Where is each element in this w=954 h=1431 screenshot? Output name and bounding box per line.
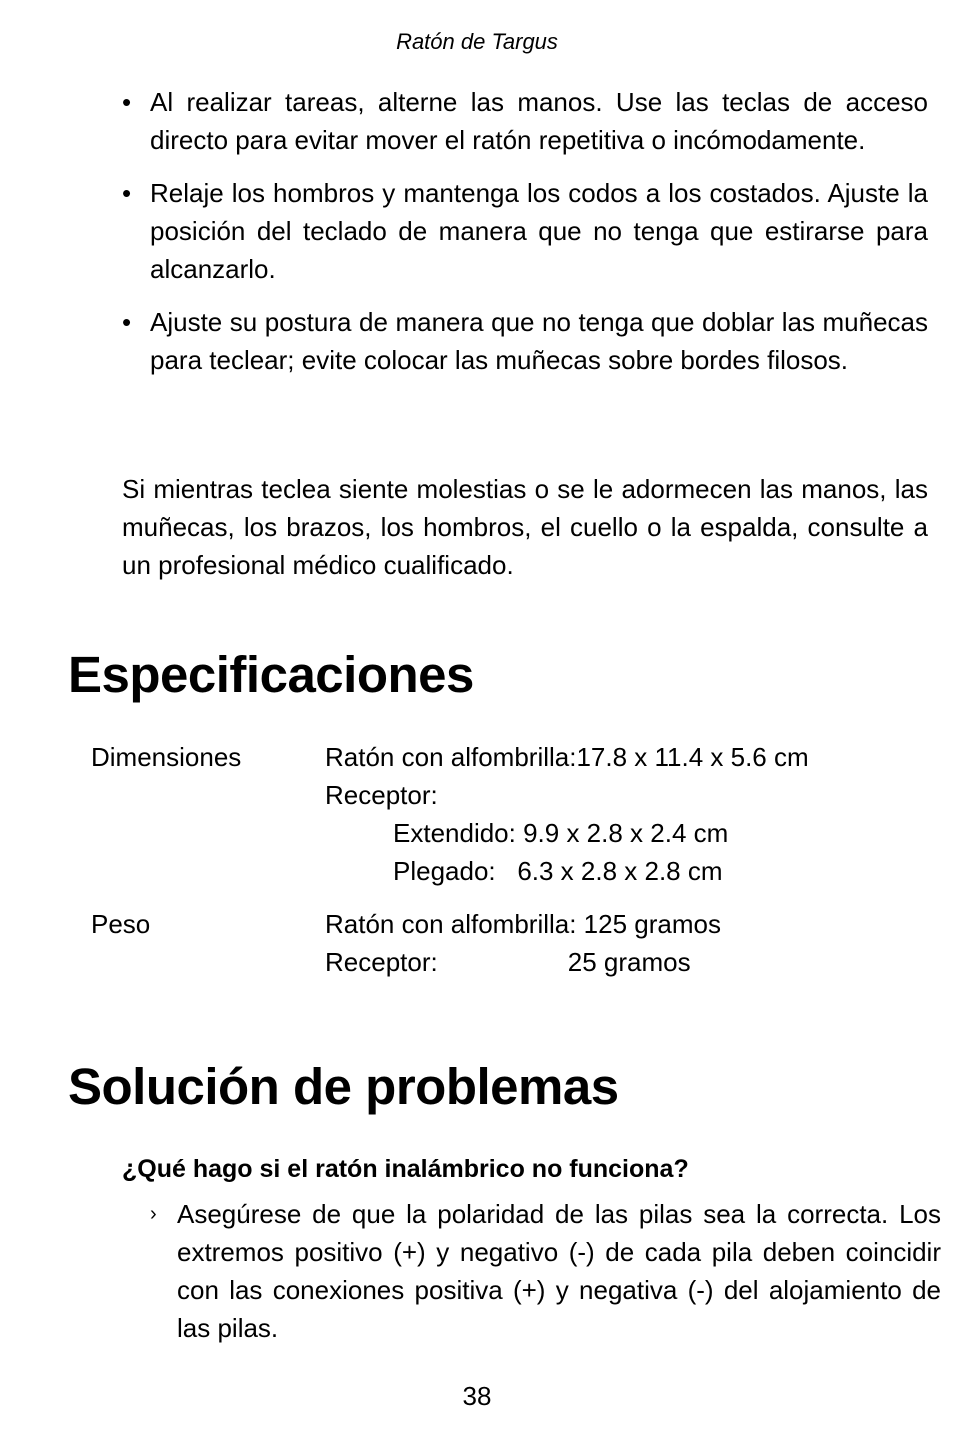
faq-answer-text: Asegúrese de que la polaridad de las pilas sea la correcta. Los extremos positivo (+) y negativo (-) de cada pila deben coincidir con las conexiones positiva (+) y negativa (-) del alojamiento de las pilas. <box>177 1199 941 1343</box>
spec-row-dimensions <box>91 738 809 890</box>
spec-value-line: Ratón con alfombrilla: 125 gramos <box>325 909 721 939</box>
spec-value-line: Ratón con alfombrilla:17.8 x 11.4 x 5.6 cm <box>325 742 809 772</box>
spec-value-line: Extendido: 9.9 x 2.8 x 2.4 cm <box>393 818 729 848</box>
spec-value-line: Plegado: 6.3 x 2.8 x 2.8 cm <box>393 856 723 886</box>
bullet-icon: • <box>122 307 132 337</box>
spec-values <box>325 738 809 890</box>
bullet-text: Al realizar tareas, alterne las manos. Use las teclas de acceso directo para evitar mover el ratón repetitiva o incómodamente. <box>150 87 928 155</box>
spec-label: Peso <box>91 909 151 939</box>
faq-question: ¿Qué hago si el ratón inalámbrico no funciona? <box>122 1155 689 1183</box>
ergonomics-closing-paragraph: Si mientras teclea siente molestias o se le adormecen las manos, las muñecas, los brazos, los hombros, el cuello o la espalda, consulte a un profesional médico cualificado. <box>122 474 928 580</box>
spec-value-line: Receptor: <box>325 780 438 810</box>
list-item <box>122 303 928 379</box>
bullet-icon: • <box>122 178 132 208</box>
spec-row-weight <box>91 905 809 981</box>
chevron-right-icon: › <box>150 1203 157 1225</box>
bullet-text: Relaje los hombros y mantenga los codos a los costados. Ajuste la posición del teclado de manera que no tenga que estirarse para alcanzarlo. <box>150 178 928 284</box>
faq-answer <box>150 1195 941 1347</box>
page-number: 38 <box>462 1381 492 1411</box>
running-header: Ratón de Targus <box>396 29 558 54</box>
specifications-heading: Especificaciones <box>68 646 474 703</box>
bullet-icon: • <box>122 87 132 117</box>
list-item <box>122 174 928 288</box>
specifications-table <box>91 738 809 996</box>
bullet-text: Ajuste su postura de manera que no tenga que doblar las muñecas para teclear; evite colocar las muñecas sobre bordes filosos. <box>150 307 928 375</box>
spec-value-line: Receptor: 25 gramos <box>325 947 691 977</box>
spec-label: Dimensiones <box>91 742 242 772</box>
ergonomics-bullet-list <box>122 83 928 394</box>
troubleshooting-heading: Solución de problemas <box>68 1058 619 1115</box>
spec-values <box>325 905 721 981</box>
list-item <box>122 83 928 159</box>
